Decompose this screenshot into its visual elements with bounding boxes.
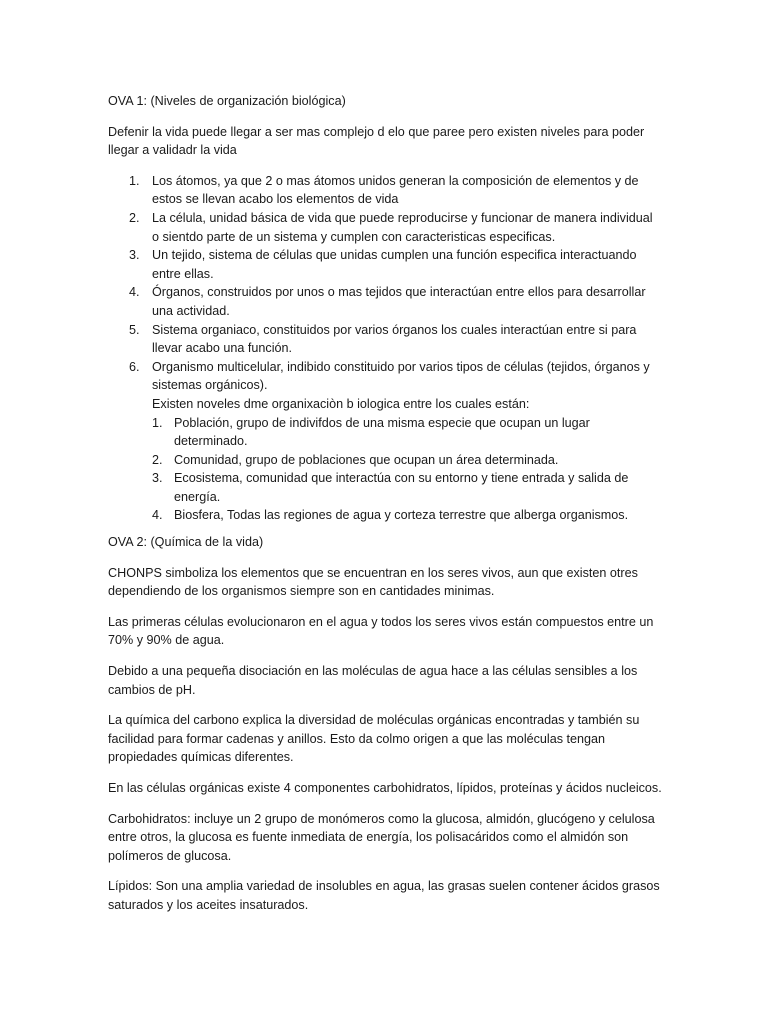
list-item-text: Los átomos, ya que 2 o mas átomos unidos generan la composición de elementos y de estos se llevan acabo los elementos de vida xyxy=(152,173,639,207)
list-item-text: Un tejido, sistema de células que unidas cumplen una función especifica interactuando entre ellas. xyxy=(152,248,637,281)
list-item-text: La célula, unidad básica de vida que puede reproducirse y funcionar de manera individual o sientdo parte de un sistema y cumplen con caracteristicas especificas. xyxy=(152,210,653,244)
list-item-number: 3. xyxy=(129,248,140,263)
list-item xyxy=(129,172,663,209)
sub-list-intro: Existen noveles dme organixaciòn b iologica entre los cuales están: xyxy=(152,396,530,411)
sub-list-item-text: Ecosistema, comunidad que interactúa con su entorno y tiene entrada y salida de energía. xyxy=(174,471,629,504)
sub-list-item xyxy=(152,506,663,525)
section-1-title: OVA 1: (Niveles de organización biológica) xyxy=(108,94,346,108)
sub-list-item-text: Comunidad, grupo de poblaciones que ocupan un área determinada. xyxy=(174,452,559,467)
sub-list-item xyxy=(152,451,663,470)
list-item xyxy=(129,209,663,246)
list-item-number: 2. xyxy=(129,210,140,225)
sub-list-item-number: 2. xyxy=(152,452,163,467)
list-item-text: Órganos, construidos por unos o mas tejidos que interactúan entre ellos para desarrollar una actividad. xyxy=(152,285,646,318)
paragraph: CHONPS simboliza los elementos que se encuentran en los seres vivos, aun que existen otres dependiendo de los organismos siempre son en cantidades minimas. xyxy=(108,565,638,599)
sub-list-item xyxy=(152,414,663,451)
list-item-number: 6. xyxy=(129,359,140,374)
ecological-levels-list xyxy=(152,414,663,526)
paragraph: Lípidos: Son una amplia variedad de insolubles en agua, las grasas suelen contener ácidos grasos saturados y los aceites insaturados. xyxy=(108,879,660,912)
list-item-number: 4. xyxy=(129,285,140,300)
list-item xyxy=(129,283,663,320)
sub-list-item-text: Biosfera, Todas las regiones de agua y corteza terrestre que alberga organismos. xyxy=(174,508,629,523)
section-2-title: OVA 2: (Química de la vida) xyxy=(108,535,264,550)
list-item-text: Organismo multicelular, indibido constituido por varios tipos de células (tejidos, órganos y sistemas orgánicos). xyxy=(152,359,650,393)
paragraph: En las células orgánicas existe 4 componentes carbohidratos, lípidos, proteínas y ácidos nucleicos. xyxy=(108,781,662,795)
list-item xyxy=(129,358,663,525)
list-item xyxy=(129,321,663,358)
list-item-text: Sistema organiaco, constituidos por varios órganos los cuales interactúan entre si para llevar acabo una función. xyxy=(152,322,637,356)
section-1-intro: Defenir la vida puede llegar a ser mas complejo d elo que paree pero existen niveles para poder llegar a validadr la vida xyxy=(108,124,645,158)
paragraph: Carbohidratos: incluye un 2 grupo de monómeros como la glucosa, almidón, glucógeno y celulosa entre otros, la glucosa es fuente inmediata de energía, los polisacáridos como el almidón son polímeros de glucosa. xyxy=(108,811,655,863)
sub-list-item-number: 4. xyxy=(152,508,163,523)
paragraph: La química del carbono explica la diversidad de moléculas orgánicas encontradas y también su facilidad para formar cadenas y anillos. Esto da colmo origen a que las moléculas tengan propiedades químicas diferentes. xyxy=(108,713,640,765)
document-body xyxy=(108,92,663,927)
sub-list-item-number: 1. xyxy=(152,415,163,430)
paragraph: Las primeras células evolucionaron en el agua y todos los seres vivos están compuestos entre un 70% y 90% de agua. xyxy=(108,614,654,648)
sub-list-item-number: 3. xyxy=(152,471,163,486)
organization-levels-list xyxy=(108,172,663,525)
sub-list-item-text: Población, grupo de indivifdos de una misma especie que ocupan un lugar determinado. xyxy=(174,415,590,449)
list-item-number: 1. xyxy=(129,173,140,188)
sub-list-item xyxy=(152,469,663,506)
list-item-number: 5. xyxy=(129,322,140,337)
paragraph: Debido a una pequeña disociación en las moléculas de agua hace a las células sensibles a los cambios de pH. xyxy=(108,664,638,697)
list-item xyxy=(129,246,663,283)
